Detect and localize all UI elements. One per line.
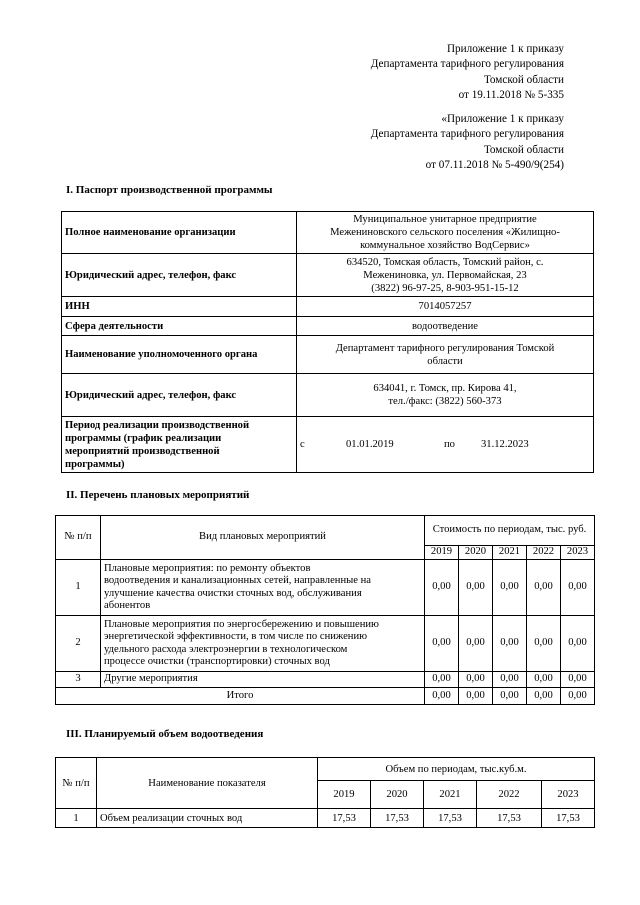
header-line: Томской области [483, 143, 564, 156]
row-value [297, 336, 594, 374]
cost-value: 0,00 [527, 616, 561, 672]
year-header: 2023 [561, 546, 595, 560]
passport-table [61, 211, 594, 473]
row-name [101, 560, 425, 616]
header-line: «Приложение 1 к приказу [441, 113, 564, 125]
name-line: Плановые мероприятия по энергосбережению и повышению [104, 618, 379, 630]
total-label: Итого [56, 688, 425, 705]
row-value: 7014057257 [297, 297, 594, 317]
header-line: Приложение 1 к приказу [446, 43, 564, 55]
year-header: 2022 [477, 781, 542, 809]
value-line: коммунальное хозяйство ВодСервис» [360, 240, 530, 251]
col-volume-header: Объем по периодам, тыс.куб.м. [318, 758, 595, 781]
row-label: Сфера деятельности [62, 317, 297, 336]
cost-value: 0,00 [493, 672, 527, 688]
header-line: Томской области [483, 73, 564, 86]
value-line: Муниципальное унитарное предприятие [353, 214, 537, 225]
cost-value: 0,00 [561, 672, 595, 688]
row-value [297, 254, 594, 297]
year-header: 2022 [527, 546, 561, 560]
year-header: 2020 [371, 781, 424, 809]
name-line: водоотведения и канализационных сетей, направленные на [104, 575, 371, 587]
header-line: от 19.11.2018 № 5-335 [458, 89, 564, 102]
table-header-row [56, 758, 595, 781]
cost-value: 0,00 [527, 560, 561, 616]
row-name: Другие мероприятия [101, 672, 425, 688]
value-line: Департамент тарифного регулирования Томской [335, 342, 555, 354]
row-value: водоотведение [297, 317, 594, 336]
table-row [62, 336, 594, 374]
value-line: 634520, Томская область, Томский район, с. [346, 256, 544, 268]
label-line: программы) [65, 458, 125, 470]
cost-value: 0,00 [425, 616, 459, 672]
table-row [62, 417, 594, 473]
label-line: мероприятий производственной [65, 445, 220, 457]
section-2-title: II. Перечень плановых мероприятий [66, 489, 250, 501]
value-line: (3822) 96-97-25, 8-903-951-15-12 [371, 282, 519, 294]
header-line: Департамента тарифного регулирования [370, 58, 564, 71]
planned-measures-table [55, 515, 595, 705]
value-line: области [427, 355, 463, 367]
row-number: 1 [56, 809, 97, 828]
row-label: Юридический адрес, телефон, факс [62, 374, 297, 417]
cost-value: 0,00 [493, 560, 527, 616]
row-number: 1 [56, 560, 101, 616]
name-line: процессе очистки (транспортировки) сточных вод [104, 655, 330, 667]
section-1-title: I. Паспорт производственной программы [66, 184, 273, 196]
row-value [297, 374, 594, 417]
section-3-title: III. Планируемый объем водоотведения [66, 728, 264, 740]
row-label: Юридический адрес, телефон, факс [62, 254, 297, 297]
total-value: 0,00 [561, 688, 595, 705]
year-header: 2021 [493, 546, 527, 560]
row-label: ИНН [62, 297, 297, 317]
value-line: Межениновского сельского поселения «Жилищно- [330, 227, 560, 238]
header-line: от 07.11.2018 № 5-490/9(254) [425, 159, 564, 172]
header-line: Департамента тарифного регулирования [370, 128, 564, 141]
cost-value: 0,00 [425, 672, 459, 688]
row-number: 3 [56, 672, 101, 688]
row-name [101, 616, 425, 672]
volume-value: 17,53 [477, 809, 542, 828]
label-line: программы (график реализации [65, 432, 222, 444]
table-row [62, 374, 594, 417]
year-header: 2019 [318, 781, 371, 809]
cost-value: 0,00 [561, 616, 595, 672]
table-row [62, 317, 594, 336]
cost-value: 0,00 [493, 616, 527, 672]
cost-value: 0,00 [425, 560, 459, 616]
period-to-date: 31.12.2023 [481, 439, 529, 450]
period-from-word: с [300, 439, 305, 450]
table-row [56, 616, 595, 672]
total-value: 0,00 [493, 688, 527, 705]
name-line: удельного расхода электроэнергии в технологическом [104, 643, 348, 655]
cost-value: 0,00 [459, 560, 493, 616]
name-line: улучшение качества очистки сточных вод, обслуживания [104, 587, 362, 599]
value-line: Межениновка, ул. Первомайская, 23 [363, 269, 527, 281]
row-label: Полное наименование организации [62, 212, 297, 254]
table-row [62, 254, 594, 297]
total-value: 0,00 [527, 688, 561, 705]
table-row [56, 809, 595, 828]
cost-value: 0,00 [459, 672, 493, 688]
col-number-header: № п/п [56, 758, 97, 809]
cost-value: 0,00 [561, 560, 595, 616]
table-row [56, 672, 595, 688]
col-name-header: Наименование показателя [97, 758, 318, 809]
cost-value: 0,00 [459, 616, 493, 672]
year-header: 2019 [425, 546, 459, 560]
cost-value: 0,00 [527, 672, 561, 688]
appendix-header-previous [371, 112, 564, 174]
period-to-word: по [444, 439, 455, 450]
appendix-header-current [371, 42, 564, 104]
name-line: абонентов [104, 599, 151, 611]
col-cost-header: Стоимость по периодам, тыс. руб. [425, 516, 595, 546]
name-line: Плановые мероприятия: по ремонту объектов [104, 562, 311, 574]
period-from-date: 01.01.2019 [346, 439, 394, 450]
table-row [62, 212, 594, 254]
total-value: 0,00 [459, 688, 493, 705]
volume-value: 17,53 [318, 809, 371, 828]
name-line: энергетической эффективности, в том числе по снижению [104, 631, 368, 643]
table-header-row [56, 516, 595, 546]
value-line: 634041, г. Томск, пр. Кирова 41, [373, 383, 517, 394]
row-number: 2 [56, 616, 101, 672]
wastewater-volume-table [55, 757, 595, 828]
volume-value: 17,53 [424, 809, 477, 828]
table-row [62, 297, 594, 317]
year-header: 2023 [542, 781, 595, 809]
volume-value: 17,53 [542, 809, 595, 828]
year-header: 2021 [424, 781, 477, 809]
value-line: тел./факс: (3822) 560-373 [388, 396, 502, 407]
year-header: 2020 [459, 546, 493, 560]
period-value [297, 417, 594, 473]
table-row [56, 560, 595, 616]
label-line: Период реализации производственной [65, 419, 250, 431]
row-label [62, 417, 297, 473]
volume-value: 17,53 [371, 809, 424, 828]
col-number-header: № п/п [56, 516, 101, 560]
row-value [297, 212, 594, 254]
table-total-row [56, 688, 595, 705]
total-value: 0,00 [425, 688, 459, 705]
row-name: Объем реализации сточных вод [97, 809, 318, 828]
col-name-header: Вид плановых мероприятий [101, 516, 425, 560]
row-label: Наименование уполномоченного органа [62, 336, 297, 374]
